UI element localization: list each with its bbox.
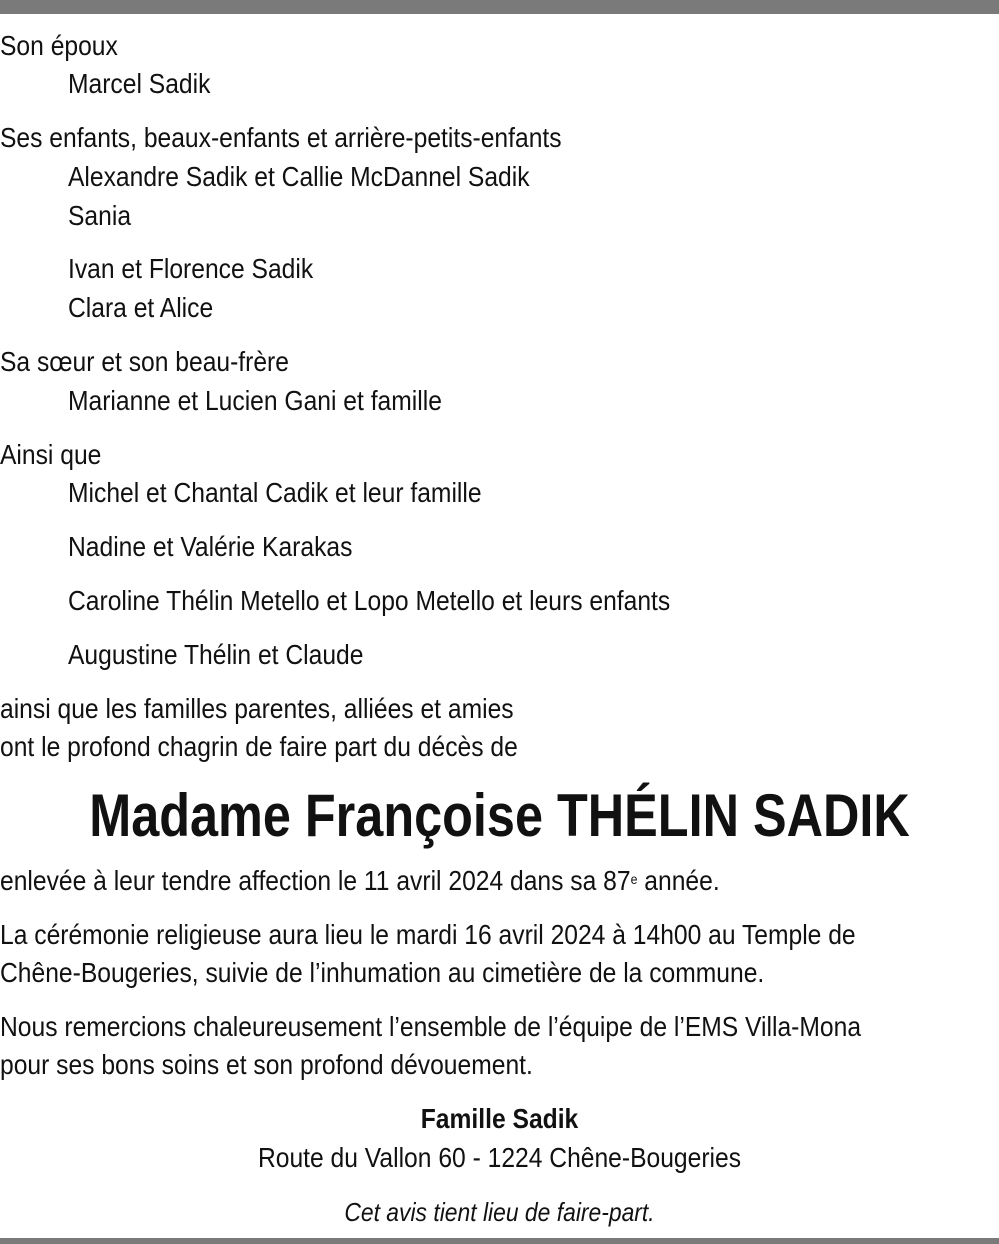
spouse-name: Marcel Sadik bbox=[68, 68, 211, 99]
signature-address: Route du Vallon 60 - 1224 Chêne-Bougeries bbox=[257, 1142, 742, 1173]
child-name: Ivan et Florence Sadik bbox=[68, 253, 314, 284]
child-name: Sania bbox=[68, 200, 132, 231]
signature-family: Famille Sadik bbox=[420, 1103, 579, 1134]
child-name: Clara et Alice bbox=[68, 292, 214, 323]
other-name: Augustine Thélin et Claude bbox=[68, 639, 364, 670]
other-name: Caroline Thélin Metello et Lopo Metello et leurs enfants bbox=[68, 585, 671, 616]
child-name: Alexandre Sadik et Callie McDannel Sadik bbox=[68, 161, 530, 192]
announce-line: ainsi que les familles parentes, alliées et amies bbox=[0, 693, 514, 724]
thanks-line: Nous remercions chaleureusement l’ensemble de l’équipe de l’EMS Villa-Mona bbox=[0, 1011, 862, 1042]
ceremony-line: La cérémonie religieuse aura lieu le mardi 16 avril 2024 à 14h00 au Temple de bbox=[0, 919, 856, 950]
ceremony-line: Chêne-Bougeries, suivie de l’inhumation au cimetière de la commune. bbox=[0, 957, 765, 988]
top-rule bbox=[0, 0, 999, 14]
ordinal-superscript: e bbox=[630, 871, 638, 887]
sibling-name: Marianne et Lucien Gani et famille bbox=[68, 385, 442, 416]
children-heading: Ses enfants, beaux-enfants et arrière-petits-enfants bbox=[0, 122, 562, 153]
sibling-heading: Sa sœur et son beau-frère bbox=[0, 346, 289, 377]
bottom-rule bbox=[0, 1238, 999, 1244]
thanks-line: pour ses bons soins et son profond dévouement. bbox=[0, 1049, 533, 1080]
footer-note: Cet avis tient lieu de faire-part. bbox=[344, 1197, 655, 1227]
spouse-heading: Son époux bbox=[0, 30, 118, 61]
other-name: Nadine et Valérie Karakas bbox=[68, 531, 353, 562]
announce-line: ont le profond chagrin de faire part du décès de bbox=[0, 731, 518, 762]
death-notice bbox=[0, 863, 720, 899]
deceased-name: Madame Françoise THÉLIN SADIK bbox=[89, 782, 910, 849]
other-name: Michel et Chantal Cadik et leur famille bbox=[68, 477, 482, 508]
death-text-end: année. bbox=[637, 865, 720, 896]
death-text: enlevée à leur tendre affection le 11 avril 2024 dans sa 87 bbox=[0, 865, 631, 896]
others-heading: Ainsi que bbox=[0, 439, 102, 470]
